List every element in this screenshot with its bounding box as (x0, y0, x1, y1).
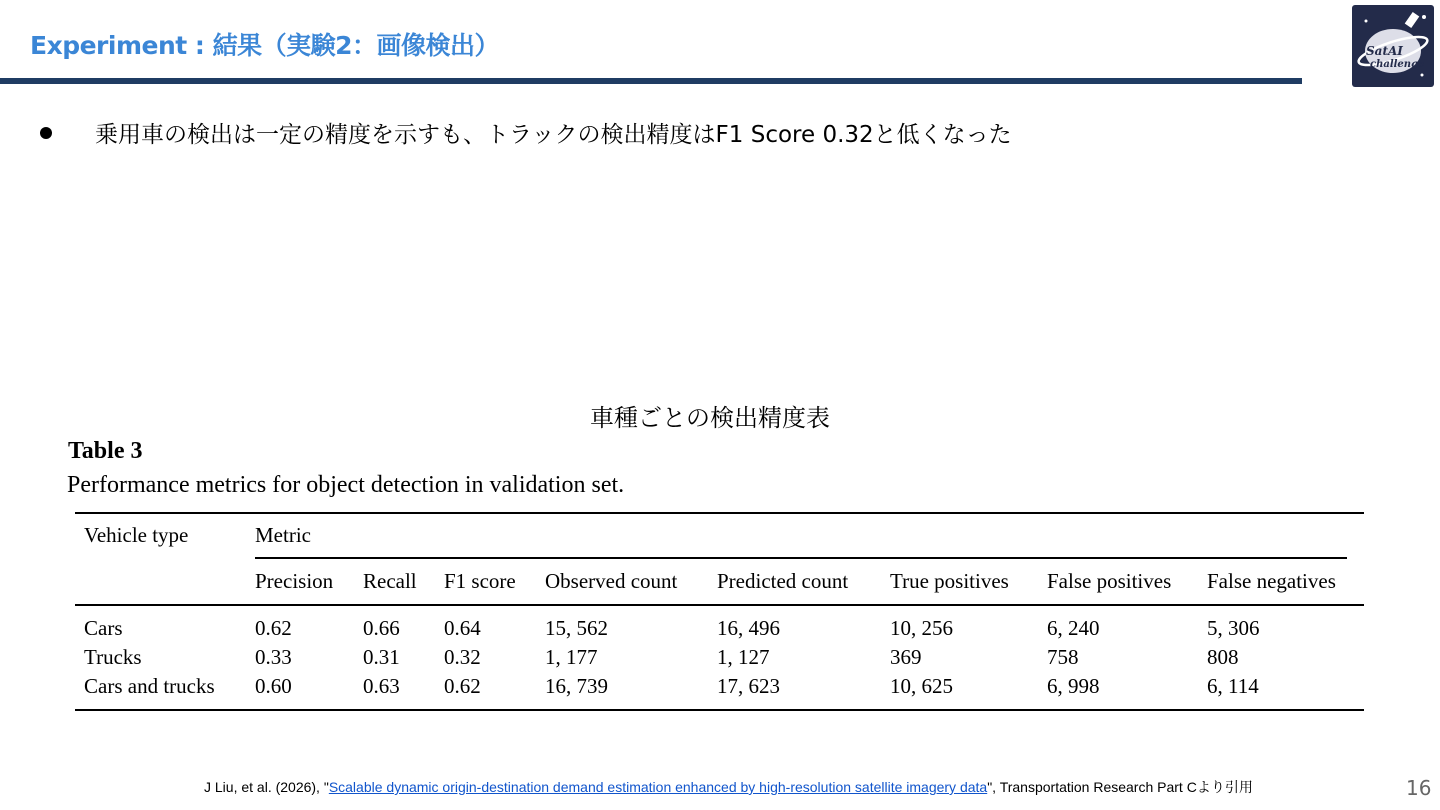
row-cars-predicted: 16, 496 (717, 616, 780, 640)
satai-challenge-logo (1352, 5, 1434, 87)
metric-group-rule (255, 557, 1347, 559)
row-cars-f1: 0.64 (444, 616, 481, 640)
row-trucks-predicted: 1, 127 (717, 645, 770, 669)
bullet-item (40, 116, 1012, 149)
row-trucks-fp: 758 (1047, 645, 1079, 669)
header-f1-score: F1 score (444, 569, 516, 593)
header-true-positives: True positives (890, 569, 1009, 593)
row-cars-fp: 6, 240 (1047, 616, 1100, 640)
header-false-positives: False positives (1047, 569, 1172, 593)
row-trucks-recall: 0.31 (363, 645, 400, 669)
header-recall: Recall (363, 569, 417, 593)
row-cars-recall: 0.66 (363, 616, 400, 640)
citation-link[interactable]: Scalable dynamic origin-destination demand estimation enhanced by high-resolution satellite imagery data (328, 779, 988, 795)
row-trucks-fn: 808 (1207, 645, 1239, 669)
row-cars-and-trucks-fp: 6, 998 (1047, 674, 1100, 698)
row-cars-and-trucks-predicted: 17, 623 (717, 674, 780, 698)
header-observed-count: Observed count (545, 569, 678, 593)
citation-suffix: ", Transportation Research Part Cより引用 (987, 779, 1253, 795)
citation-footer (204, 777, 1253, 797)
table-subtitle: Performance metrics for object detection in validation set. (67, 472, 625, 498)
row-cars-observed: 15, 562 (545, 616, 608, 640)
row-trucks-precision: 0.33 (255, 645, 292, 669)
logo-text-challenge: challenge (1370, 59, 1425, 70)
logo-text-sat: SatAI (1366, 44, 1403, 58)
table-label: Table 3 (68, 438, 143, 464)
row-cars-and-trucks-f1: 0.62 (444, 674, 481, 698)
row-cars-fn: 5, 306 (1207, 616, 1260, 640)
slide-title: Experiment : 結果（実験2：画像検出） (30, 31, 500, 60)
row-cars-vehicle: Cars (84, 616, 123, 640)
row-cars-and-trucks-fn: 6, 114 (1207, 674, 1259, 698)
header-metric: Metric (255, 523, 311, 547)
row-cars-and-trucks-precision: 0.60 (255, 674, 292, 698)
header-false-negatives: False negatives (1207, 569, 1336, 593)
row-cars-precision: 0.62 (255, 616, 292, 640)
row-cars-and-trucks-recall: 0.63 (363, 674, 400, 698)
table-caption: 車種ごとの検出精度表 (590, 404, 830, 432)
header-predicted-count: Predicted count (717, 569, 849, 593)
row-cars-and-trucks-observed: 16, 739 (545, 674, 608, 698)
header-precision: Precision (255, 569, 334, 593)
header-bottom-rule (75, 604, 1364, 606)
row-cars-and-trucks-vehicle: Cars and trucks (84, 674, 215, 698)
row-trucks-f1: 0.32 (444, 645, 481, 669)
header-vehicle-type: Vehicle type (84, 523, 189, 547)
bullet-text: 乗用車の検出は一定の精度を示すも、トラックの検出精度はF1 Score 0.32と低くなった (95, 122, 1012, 148)
row-cars-tp: 10, 256 (890, 616, 953, 640)
row-cars-and-trucks-tp: 10, 625 (890, 674, 953, 698)
citation-prefix: J Liu, et al. (2026), " (204, 779, 329, 795)
bullet-dot-icon (40, 127, 52, 139)
row-trucks-tp: 369 (890, 645, 922, 669)
row-trucks-vehicle: Trucks (84, 645, 142, 669)
page-number: 16 (1406, 776, 1432, 800)
row-trucks-observed: 1, 177 (545, 645, 598, 669)
table-top-rule (75, 512, 1364, 514)
title-divider (0, 78, 1302, 84)
table-bottom-rule (75, 709, 1364, 711)
